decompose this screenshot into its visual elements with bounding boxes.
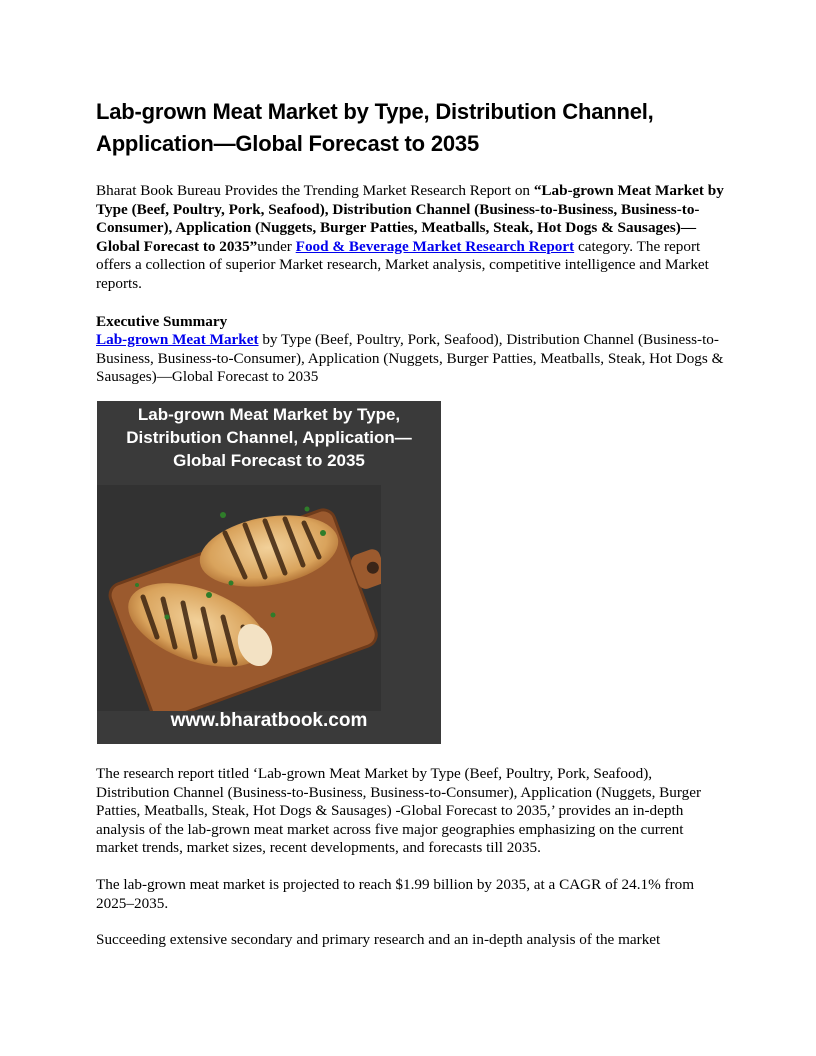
report-title-bold: “Lab-grown Meat Market by Type (Beef, Poultry, Pork, Seafood), Distribution Channel (Business-to-Business, Business-to-Consumer), Application (Nuggets, Burger Patties, Meatballs, Steak, Hot Dogs & Sausages)—Global Forecast to 2035”	[96, 182, 724, 255]
figure-title-line-3: Global Forecast to 2035	[173, 451, 365, 470]
intro-text-post: category. The report offers a collection of superior Market research, Market analysis, competitive intelligence and Market reports.	[96, 237, 709, 292]
report-cover-image	[97, 401, 441, 744]
grilled-chicken-on-cutting-board-image	[97, 485, 381, 711]
intro-text-mid: under	[257, 237, 296, 255]
figure-title-line-2: Distribution Channel, Application—	[126, 428, 412, 447]
executive-summary-heading-text: Executive Summary	[96, 313, 228, 330]
figure-url: www.bharatbook.com	[170, 710, 368, 731]
market-link[interactable]: Lab-grown Meat Market	[96, 331, 259, 348]
executive-summary-paragraph	[96, 331, 724, 387]
body-paragraph-1: The research report titled ‘Lab-grown Meat Market by Type (Beef, Poultry, Pork, Seafood), Distribution Channel (Business-to-Business, Business-to-Consumer), Application (Nuggets, Burger Patties, Meatballs, Steak, Hot Dogs & Sausages) -Global Forecast to 2035,’ provides an in-depth analysis of the lab-grown meat market across five major geographies emphasizing on the current market trends, market sizes, recent developments, and forecasts till 2035.	[96, 765, 702, 857]
executive-summary-text: by Type (Beef, Poultry, Pork, Seafood), Distribution Channel (Business-to-Business, Business-to-Consumer), Application (Nuggets, Burger Patties, Meatballs, Steak, Hot Dogs & Sausages)—Global Forecast to 2035	[96, 331, 724, 386]
intro-text-pre: Bharat Book Bureau Provides the Trending Market Research Report on	[96, 182, 534, 199]
page-title: Lab-grown Meat Market by Type, Distribution Channel, Application—Global Forecast to 2035	[96, 99, 654, 156]
category-link[interactable]: Food & Beverage Market Research Report	[295, 237, 575, 255]
body-paragraph-3: Succeeding extensive secondary and primary research and an in-depth analysis of the market	[96, 931, 661, 948]
executive-summary-heading	[96, 313, 724, 332]
figure-title-line-1: Lab-grown Meat Market by Type,	[137, 405, 401, 424]
figure-title	[97, 401, 441, 472]
intro-paragraph	[96, 182, 724, 294]
body-paragraph-2: The lab-grown meat market is projected to reach $1.99 billion by 2035, at a CAGR of 24.1% from 2025–2035.	[96, 876, 695, 912]
